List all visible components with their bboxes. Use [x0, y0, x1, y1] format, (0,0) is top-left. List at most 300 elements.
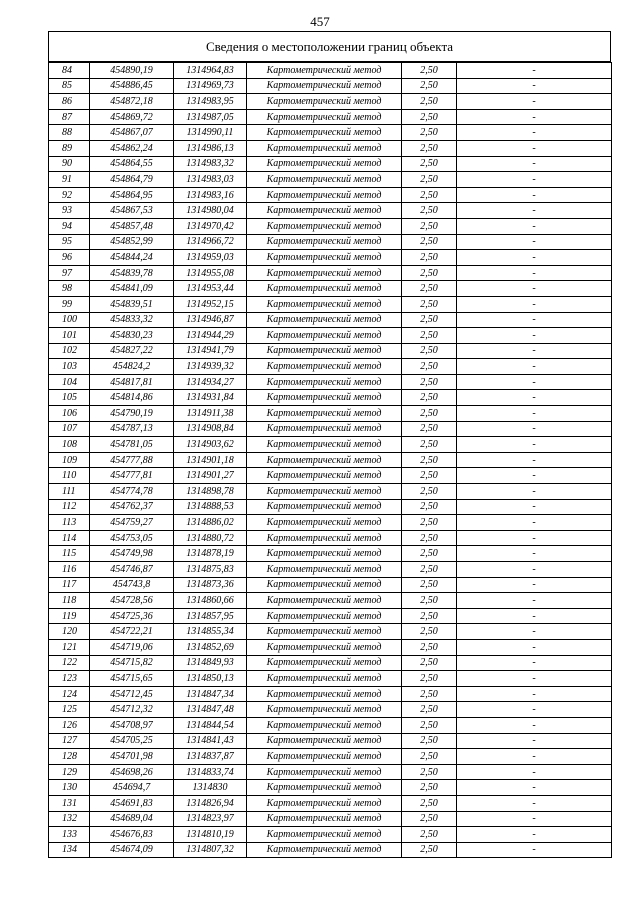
table-row [49, 203, 612, 219]
method-cell: Картометрический метод [247, 655, 402, 671]
table-row [49, 125, 612, 141]
point-number-cell: 130 [49, 780, 90, 796]
y-coordinate-cell: 1314810,19 [174, 827, 247, 843]
x-coordinate-cell: 454762,37 [90, 499, 174, 515]
point-number-cell: 113 [49, 515, 90, 531]
description-cell: - [457, 63, 612, 79]
description-cell: - [457, 764, 612, 780]
boundary-table [48, 31, 611, 858]
method-cell: Картометрический метод [247, 733, 402, 749]
table-row [49, 343, 612, 359]
point-number-cell: 117 [49, 577, 90, 593]
point-number-cell: 99 [49, 296, 90, 312]
y-coordinate-cell: 1314986,13 [174, 140, 247, 156]
x-coordinate-cell: 454746,87 [90, 562, 174, 578]
y-coordinate-cell: 1314841,43 [174, 733, 247, 749]
point-number-cell: 87 [49, 109, 90, 125]
description-cell: - [457, 639, 612, 655]
y-coordinate-cell: 1314955,08 [174, 265, 247, 281]
point-number-cell: 108 [49, 437, 90, 453]
method-cell: Картометрический метод [247, 562, 402, 578]
point-number-cell: 98 [49, 281, 90, 297]
x-coordinate-cell: 454814,86 [90, 390, 174, 406]
accuracy-cell: 2,50 [402, 655, 457, 671]
y-coordinate-cell: 1314983,03 [174, 172, 247, 188]
x-coordinate-cell: 454890,19 [90, 63, 174, 79]
y-coordinate-cell: 1314983,16 [174, 187, 247, 203]
description-cell: - [457, 686, 612, 702]
x-coordinate-cell: 454830,23 [90, 328, 174, 344]
description-cell: - [457, 749, 612, 765]
accuracy-cell: 2,50 [402, 156, 457, 172]
method-cell: Картометрический метод [247, 811, 402, 827]
description-cell: - [457, 421, 612, 437]
table-row [49, 156, 612, 172]
description-cell: - [457, 515, 612, 531]
point-number-cell: 133 [49, 827, 90, 843]
point-number-cell: 126 [49, 717, 90, 733]
accuracy-cell: 2,50 [402, 749, 457, 765]
description-cell: - [457, 733, 612, 749]
x-coordinate-cell: 454708,97 [90, 717, 174, 733]
method-cell: Картометрический метод [247, 530, 402, 546]
method-cell: Картометрический метод [247, 187, 402, 203]
accuracy-cell: 2,50 [402, 795, 457, 811]
method-cell: Картометрический метод [247, 577, 402, 593]
x-coordinate-cell: 454698,26 [90, 764, 174, 780]
description-cell: - [457, 234, 612, 250]
x-coordinate-cell: 454872,18 [90, 94, 174, 110]
method-cell: Картометрический метод [247, 218, 402, 234]
x-coordinate-cell: 454886,45 [90, 78, 174, 94]
method-cell: Картометрический метод [247, 671, 402, 687]
description-cell: - [457, 624, 612, 640]
description-cell: - [457, 484, 612, 500]
x-coordinate-cell: 454864,55 [90, 156, 174, 172]
x-coordinate-cell: 454719,06 [90, 639, 174, 655]
table-row [49, 795, 612, 811]
accuracy-cell: 2,50 [402, 686, 457, 702]
table-row [49, 702, 612, 718]
table-row [49, 686, 612, 702]
y-coordinate-cell: 1314934,27 [174, 374, 247, 390]
x-coordinate-cell: 454676,83 [90, 827, 174, 843]
method-cell: Картометрический метод [247, 343, 402, 359]
accuracy-cell: 2,50 [402, 437, 457, 453]
accuracy-cell: 2,50 [402, 359, 457, 375]
y-coordinate-cell: 1314939,32 [174, 359, 247, 375]
x-coordinate-cell: 454701,98 [90, 749, 174, 765]
y-coordinate-cell: 1314901,18 [174, 452, 247, 468]
x-coordinate-cell: 454781,05 [90, 437, 174, 453]
point-number-cell: 119 [49, 608, 90, 624]
y-coordinate-cell: 1314837,87 [174, 749, 247, 765]
method-cell: Картометрический метод [247, 406, 402, 422]
point-number-cell: 85 [49, 78, 90, 94]
x-coordinate-cell: 454777,88 [90, 452, 174, 468]
y-coordinate-cell: 1314849,93 [174, 655, 247, 671]
point-number-cell: 131 [49, 795, 90, 811]
x-coordinate-cell: 454759,27 [90, 515, 174, 531]
table-row [49, 94, 612, 110]
description-cell: - [457, 702, 612, 718]
table-row [49, 437, 612, 453]
table-row [49, 234, 612, 250]
accuracy-cell: 2,50 [402, 250, 457, 266]
table-row [49, 140, 612, 156]
description-cell: - [457, 312, 612, 328]
point-number-cell: 95 [49, 234, 90, 250]
table-row [49, 312, 612, 328]
accuracy-cell: 2,50 [402, 530, 457, 546]
table-row [49, 530, 612, 546]
y-coordinate-cell: 1314855,34 [174, 624, 247, 640]
description-cell: - [457, 655, 612, 671]
accuracy-cell: 2,50 [402, 671, 457, 687]
method-cell: Картометрический метод [247, 328, 402, 344]
accuracy-cell: 2,50 [402, 78, 457, 94]
x-coordinate-cell: 454864,95 [90, 187, 174, 203]
y-coordinate-cell: 1314953,44 [174, 281, 247, 297]
accuracy-cell: 2,50 [402, 125, 457, 141]
point-number-cell: 94 [49, 218, 90, 234]
y-coordinate-cell: 1314952,15 [174, 296, 247, 312]
table-row [49, 390, 612, 406]
y-coordinate-cell: 1314826,94 [174, 795, 247, 811]
accuracy-cell: 2,50 [402, 546, 457, 562]
point-number-cell: 112 [49, 499, 90, 515]
method-cell: Картометрический метод [247, 125, 402, 141]
table-row [49, 265, 612, 281]
x-coordinate-cell: 454787,13 [90, 421, 174, 437]
table-row [49, 639, 612, 655]
accuracy-cell: 2,50 [402, 187, 457, 203]
description-cell: - [457, 281, 612, 297]
y-coordinate-cell: 1314944,29 [174, 328, 247, 344]
x-coordinate-cell: 454725,36 [90, 608, 174, 624]
method-cell: Картометрический метод [247, 702, 402, 718]
description-cell: - [457, 593, 612, 609]
description-cell: - [457, 140, 612, 156]
y-coordinate-cell: 1314980,04 [174, 203, 247, 219]
method-cell: Картометрический метод [247, 374, 402, 390]
method-cell: Картометрический метод [247, 172, 402, 188]
accuracy-cell: 2,50 [402, 608, 457, 624]
accuracy-cell: 2,50 [402, 172, 457, 188]
description-cell: - [457, 156, 612, 172]
accuracy-cell: 2,50 [402, 702, 457, 718]
y-coordinate-cell: 1314964,83 [174, 63, 247, 79]
point-number-cell: 127 [49, 733, 90, 749]
y-coordinate-cell: 1314852,69 [174, 639, 247, 655]
description-cell: - [457, 406, 612, 422]
y-coordinate-cell: 1314830 [174, 780, 247, 796]
accuracy-cell: 2,50 [402, 593, 457, 609]
table-row [49, 764, 612, 780]
description-cell: - [457, 842, 612, 858]
description-cell: - [457, 359, 612, 375]
accuracy-cell: 2,50 [402, 780, 457, 796]
point-number-cell: 134 [49, 842, 90, 858]
description-cell: - [457, 780, 612, 796]
description-cell: - [457, 499, 612, 515]
x-coordinate-cell: 454705,25 [90, 733, 174, 749]
point-number-cell: 106 [49, 406, 90, 422]
y-coordinate-cell: 1314847,34 [174, 686, 247, 702]
y-coordinate-cell: 1314946,87 [174, 312, 247, 328]
method-cell: Картометрический метод [247, 842, 402, 858]
method-cell: Картометрический метод [247, 468, 402, 484]
description-cell: - [457, 795, 612, 811]
method-cell: Картометрический метод [247, 452, 402, 468]
method-cell: Картометрический метод [247, 156, 402, 172]
accuracy-cell: 2,50 [402, 281, 457, 297]
method-cell: Картометрический метод [247, 265, 402, 281]
accuracy-cell: 2,50 [402, 842, 457, 858]
description-cell: - [457, 328, 612, 344]
point-number-cell: 92 [49, 187, 90, 203]
description-cell: - [457, 250, 612, 266]
method-cell: Картометрический метод [247, 546, 402, 562]
point-number-cell: 105 [49, 390, 90, 406]
accuracy-cell: 2,50 [402, 499, 457, 515]
point-number-cell: 121 [49, 639, 90, 655]
y-coordinate-cell: 1314880,72 [174, 530, 247, 546]
description-cell: - [457, 437, 612, 453]
description-cell: - [457, 218, 612, 234]
table-row [49, 452, 612, 468]
table-row [49, 78, 612, 94]
y-coordinate-cell: 1314983,32 [174, 156, 247, 172]
method-cell: Картометрический метод [247, 484, 402, 500]
point-number-cell: 88 [49, 125, 90, 141]
table-row [49, 468, 612, 484]
accuracy-cell: 2,50 [402, 234, 457, 250]
x-coordinate-cell: 454715,82 [90, 655, 174, 671]
y-coordinate-cell: 1314903,62 [174, 437, 247, 453]
method-cell: Картометрический метод [247, 515, 402, 531]
x-coordinate-cell: 454841,09 [90, 281, 174, 297]
accuracy-cell: 2,50 [402, 733, 457, 749]
y-coordinate-cell: 1314983,95 [174, 94, 247, 110]
y-coordinate-cell: 1314901,27 [174, 468, 247, 484]
description-cell: - [457, 203, 612, 219]
x-coordinate-cell: 454674,09 [90, 842, 174, 858]
x-coordinate-cell: 454790,19 [90, 406, 174, 422]
accuracy-cell: 2,50 [402, 94, 457, 110]
point-number-cell: 107 [49, 421, 90, 437]
accuracy-cell: 2,50 [402, 827, 457, 843]
table-row [49, 63, 612, 79]
y-coordinate-cell: 1314966,72 [174, 234, 247, 250]
point-number-cell: 132 [49, 811, 90, 827]
method-cell: Картометрический метод [247, 234, 402, 250]
table-row [49, 717, 612, 733]
point-number-cell: 84 [49, 63, 90, 79]
accuracy-cell: 2,50 [402, 343, 457, 359]
x-coordinate-cell: 454817,81 [90, 374, 174, 390]
point-number-cell: 115 [49, 546, 90, 562]
table-row [49, 499, 612, 515]
point-number-cell: 129 [49, 764, 90, 780]
method-cell: Картометрический метод [247, 764, 402, 780]
method-cell: Картометрический метод [247, 608, 402, 624]
x-coordinate-cell: 454862,24 [90, 140, 174, 156]
table-row [49, 546, 612, 562]
method-cell: Картометрический метод [247, 140, 402, 156]
table-row [49, 733, 612, 749]
y-coordinate-cell: 1314850,13 [174, 671, 247, 687]
point-number-cell: 118 [49, 593, 90, 609]
table-row [49, 671, 612, 687]
y-coordinate-cell: 1314844,54 [174, 717, 247, 733]
x-coordinate-cell: 454844,24 [90, 250, 174, 266]
method-cell: Картометрический метод [247, 686, 402, 702]
x-coordinate-cell: 454867,07 [90, 125, 174, 141]
y-coordinate-cell: 1314898,78 [174, 484, 247, 500]
accuracy-cell: 2,50 [402, 624, 457, 640]
description-cell: - [457, 94, 612, 110]
description-cell: - [457, 827, 612, 843]
description-cell: - [457, 296, 612, 312]
y-coordinate-cell: 1314807,32 [174, 842, 247, 858]
x-coordinate-cell: 454743,8 [90, 577, 174, 593]
point-number-cell: 104 [49, 374, 90, 390]
accuracy-cell: 2,50 [402, 140, 457, 156]
x-coordinate-cell: 454867,53 [90, 203, 174, 219]
x-coordinate-cell: 454774,78 [90, 484, 174, 500]
accuracy-cell: 2,50 [402, 717, 457, 733]
page-number: 457 [310, 14, 330, 29]
method-cell: Картометрический метод [247, 296, 402, 312]
description-cell: - [457, 390, 612, 406]
accuracy-cell: 2,50 [402, 265, 457, 281]
point-number-cell: 116 [49, 562, 90, 578]
x-coordinate-cell: 454839,78 [90, 265, 174, 281]
accuracy-cell: 2,50 [402, 218, 457, 234]
method-cell: Картометрический метод [247, 94, 402, 110]
accuracy-cell: 2,50 [402, 374, 457, 390]
method-cell: Картометрический метод [247, 717, 402, 733]
x-coordinate-cell: 454722,21 [90, 624, 174, 640]
method-cell: Картометрический метод [247, 421, 402, 437]
description-cell: - [457, 608, 612, 624]
accuracy-cell: 2,50 [402, 639, 457, 655]
point-number-cell: 89 [49, 140, 90, 156]
description-cell: - [457, 562, 612, 578]
description-cell: - [457, 109, 612, 125]
point-number-cell: 97 [49, 265, 90, 281]
description-cell: - [457, 78, 612, 94]
x-coordinate-cell: 454869,72 [90, 109, 174, 125]
table-row [49, 577, 612, 593]
method-cell: Картометрический метод [247, 312, 402, 328]
description-cell: - [457, 265, 612, 281]
point-number-cell: 123 [49, 671, 90, 687]
table-row [49, 655, 612, 671]
x-coordinate-cell: 454839,51 [90, 296, 174, 312]
table-row [49, 281, 612, 297]
description-cell: - [457, 717, 612, 733]
point-number-cell: 124 [49, 686, 90, 702]
y-coordinate-cell: 1314908,84 [174, 421, 247, 437]
x-coordinate-cell: 454689,04 [90, 811, 174, 827]
point-number-cell: 96 [49, 250, 90, 266]
accuracy-cell: 2,50 [402, 203, 457, 219]
accuracy-cell: 2,50 [402, 390, 457, 406]
method-cell: Картометрический метод [247, 63, 402, 79]
description-cell: - [457, 125, 612, 141]
accuracy-cell: 2,50 [402, 515, 457, 531]
accuracy-cell: 2,50 [402, 63, 457, 79]
y-coordinate-cell: 1314911,38 [174, 406, 247, 422]
method-cell: Картометрический метод [247, 749, 402, 765]
y-coordinate-cell: 1314860,66 [174, 593, 247, 609]
description-cell: - [457, 671, 612, 687]
x-coordinate-cell: 454857,48 [90, 218, 174, 234]
accuracy-cell: 2,50 [402, 296, 457, 312]
table-row [49, 109, 612, 125]
table-row [49, 421, 612, 437]
x-coordinate-cell: 454753,05 [90, 530, 174, 546]
method-cell: Картометрический метод [247, 281, 402, 297]
accuracy-cell: 2,50 [402, 421, 457, 437]
table-row [49, 842, 612, 858]
table-row [49, 780, 612, 796]
accuracy-cell: 2,50 [402, 577, 457, 593]
x-coordinate-cell: 454824,2 [90, 359, 174, 375]
method-cell: Картометрический метод [247, 390, 402, 406]
method-cell: Картометрический метод [247, 109, 402, 125]
accuracy-cell: 2,50 [402, 811, 457, 827]
point-number-cell: 122 [49, 655, 90, 671]
table-row [49, 172, 612, 188]
table-row [49, 250, 612, 266]
point-number-cell: 109 [49, 452, 90, 468]
y-coordinate-cell: 1314987,05 [174, 109, 247, 125]
point-number-cell: 114 [49, 530, 90, 546]
point-number-cell: 91 [49, 172, 90, 188]
x-coordinate-cell: 454728,56 [90, 593, 174, 609]
method-cell: Картометрический метод [247, 437, 402, 453]
x-coordinate-cell: 454715,65 [90, 671, 174, 687]
y-coordinate-cell: 1314833,74 [174, 764, 247, 780]
description-cell: - [457, 577, 612, 593]
point-number-cell: 103 [49, 359, 90, 375]
x-coordinate-cell: 454777,81 [90, 468, 174, 484]
method-cell: Картометрический метод [247, 499, 402, 515]
y-coordinate-cell: 1314969,73 [174, 78, 247, 94]
table-row [49, 406, 612, 422]
method-cell: Картометрический метод [247, 78, 402, 94]
coordinates-table [48, 62, 612, 858]
table-row [49, 218, 612, 234]
point-number-cell: 120 [49, 624, 90, 640]
y-coordinate-cell: 1314875,83 [174, 562, 247, 578]
point-number-cell: 111 [49, 484, 90, 500]
y-coordinate-cell: 1314888,53 [174, 499, 247, 515]
point-number-cell: 128 [49, 749, 90, 765]
table-row [49, 827, 612, 843]
table-row [49, 749, 612, 765]
accuracy-cell: 2,50 [402, 406, 457, 422]
accuracy-cell: 2,50 [402, 312, 457, 328]
table-row [49, 187, 612, 203]
table-row [49, 562, 612, 578]
y-coordinate-cell: 1314878,19 [174, 546, 247, 562]
point-number-cell: 101 [49, 328, 90, 344]
description-cell: - [457, 172, 612, 188]
